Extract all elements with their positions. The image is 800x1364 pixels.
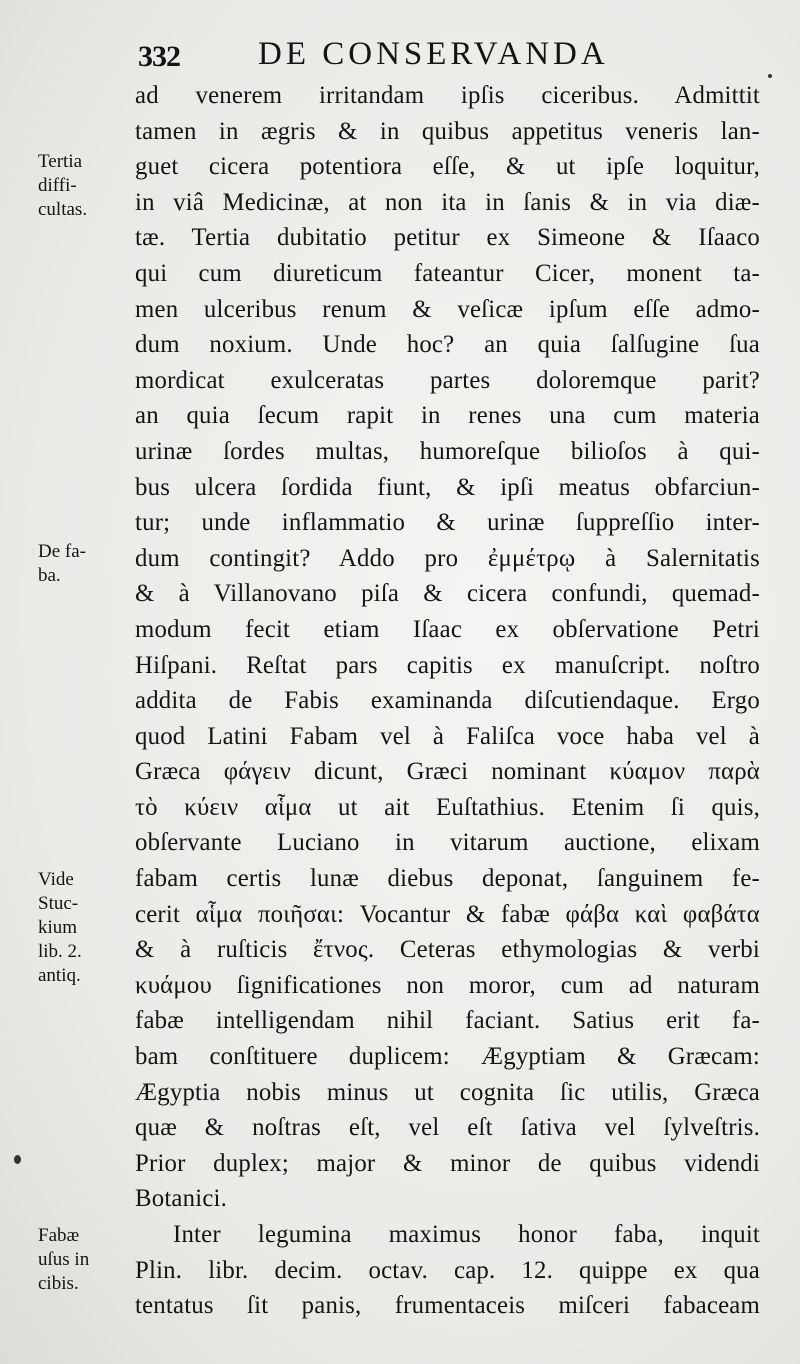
text-line: ad venerem irritandam ipſis ciceribus. Admittit — [135, 82, 760, 109]
text-line: Inter legumina maximus honor faba, inquit — [173, 1221, 760, 1248]
text-line: dum contingit? Addo pro ἐμμέτρῳ à Salernitatis — [135, 544, 760, 572]
text-line: fabæ intelligendam nihil faciant. Satius erit fa- — [135, 1007, 760, 1035]
margin-note-line: cultas. — [38, 199, 88, 220]
text-line: guet cicera potentiora eſſe, & ut ipſe loquitur, — [135, 153, 760, 181]
page-header — [138, 34, 778, 74]
margin-note-line: Tertia — [38, 151, 83, 172]
ink-speck — [14, 1155, 21, 1164]
text-line: Hiſpani. Reſtat pars capitis ex manuſcript. noſtro — [135, 651, 760, 679]
text-line: an quia ſecum rapit in renes una cum materia — [135, 402, 760, 430]
text-line: bus ulcera ſordida fiunt, & ipſi meatus obfarciun- — [135, 473, 760, 501]
margin-note-line: lib. 2. — [38, 941, 82, 962]
margin-note-line: cibis. — [38, 1273, 79, 1294]
margin-note-de-faba — [38, 540, 130, 588]
ink-speck — [768, 74, 772, 78]
text-line: τὸ κύειν αἷμα ut ait Euſtathius. Etenim ſi quis, — [135, 793, 760, 821]
margin-note-line: Fabæ — [38, 1225, 80, 1246]
margin-note-line: De fa- — [38, 541, 86, 562]
margin-note-line: ba. — [38, 565, 61, 586]
text-line: modum fecit etiam Iſaac ex obſervatione Petri — [135, 615, 760, 643]
text-line: qui cum diureticum fateantur Cicer, monent ta- — [135, 259, 760, 287]
margin-note-tertia-difficultas — [38, 150, 130, 222]
text-line: Ægyptia nobis minus ut cognita ſic utilis, Græca — [135, 1078, 760, 1106]
margin-note-line: antiq. — [38, 965, 81, 986]
text-line: Græca φάγειν dicunt, Græci nominant κύαμον παρὰ — [135, 758, 760, 786]
text-line: quæ & noſtras eſt, vel eſt ſativa vel ſylveſtris. — [135, 1114, 760, 1142]
margin-note-line: Stuc- — [38, 893, 79, 914]
text-line: addita de Fabis examinanda diſcutiendaque. Ergo — [135, 687, 760, 715]
text-line: & à ruſticis ἔτνος. Ceteras ethymologias & verbi — [135, 936, 760, 964]
text-line: κυάμου ſignificationes non moror, cum ad naturam — [135, 971, 760, 999]
margin-note-vide-stuckium — [38, 868, 130, 988]
margin-note-line: kium — [38, 917, 78, 938]
margin-note-fabae-usus — [38, 1224, 130, 1296]
text-line: Plin. libr. decim. octav. cap. 12. quippe ex qua — [135, 1256, 760, 1284]
text-line: in viâ Medicinæ, at non ita in ſanis & in via diæ- — [135, 188, 760, 216]
text-line: fabam certis lunæ diebus deponat, ſanguinem fe- — [135, 865, 760, 893]
text-line: tamen in ægris & in quibus appetitus veneris lan- — [135, 117, 760, 145]
page-number: 332 — [138, 40, 180, 73]
text-line: Prior duplex; major & minor de quibus videndi — [135, 1149, 760, 1177]
margin-note-line: Vide — [38, 869, 74, 890]
text-line: & à Villanovano piſa & cicera confundi, quemad- — [135, 580, 760, 608]
text-line: tæ. Tertia dubitatio petitur ex Simeone & Iſaaco — [135, 224, 760, 252]
text-line: bam conſtituere duplicem: Ægyptiam & Græcam: — [135, 1043, 760, 1071]
text-line: urinæ ſordes multas, humoreſque bilioſos à qui- — [135, 437, 760, 465]
text-line: obſervante Luciano in vitarum auctione, elixam — [135, 829, 760, 857]
text-line: Botanici. — [135, 1185, 228, 1213]
running-title: DE CONSERVANDA — [258, 36, 609, 72]
text-line: mordicat exulceratas partes doloremque parit? — [135, 366, 760, 394]
margin-note-line: diffi- — [38, 175, 77, 196]
text-line: dum noxium. Unde hoc? an quia ſalſugine ſua — [135, 331, 760, 359]
text-line: tentatus ſit panis, frumentaceis miſceri fabaceam — [135, 1292, 760, 1320]
text-line: men ulceribus renum & veſicæ ipſum eſſe admo- — [135, 295, 760, 323]
margin-note-line: uſus in — [38, 1249, 90, 1270]
text-line: quod Latini Fabam vel à Faliſca voce haba vel à — [135, 722, 760, 750]
text-line: cerit αἷμα ποιῆσαι: Vocantur & fabæ φάβα καὶ φαβάτα — [135, 900, 760, 928]
main-text-block — [135, 78, 760, 1324]
text-line: tur; unde inflammatio & urinæ ſuppreſſio inter- — [135, 509, 760, 537]
